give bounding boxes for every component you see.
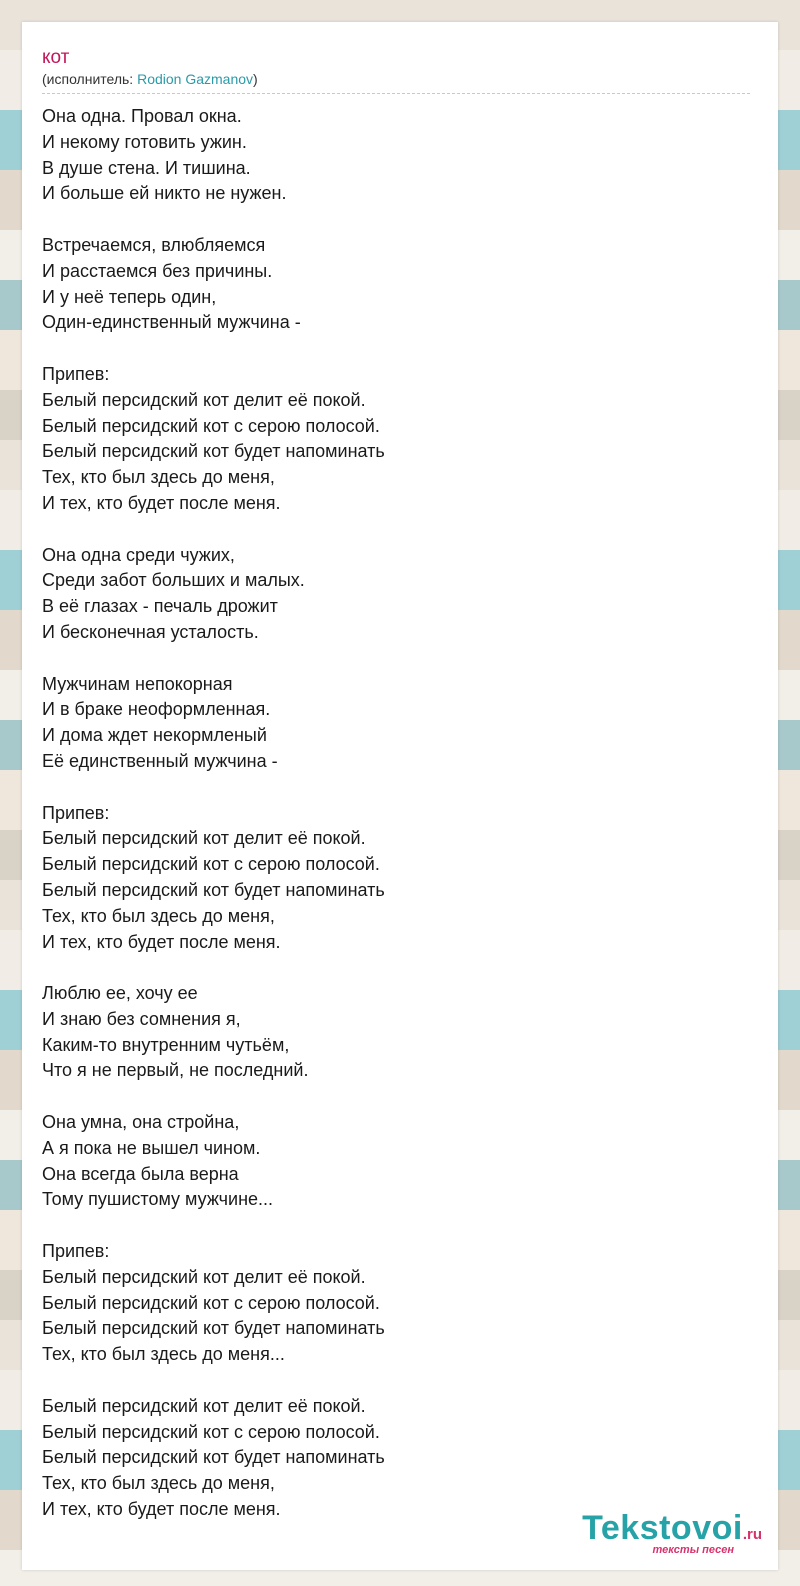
song-title: кот — [42, 47, 70, 68]
logo-tld: .ru — [742, 1526, 762, 1543]
byline-suffix: ) — [253, 71, 258, 87]
byline-prefix: (исполнитель: — [42, 71, 138, 87]
site-logo — [582, 1511, 762, 1556]
song-header — [42, 46, 750, 94]
logo-subtitle: тексты песен — [652, 1544, 734, 1556]
lyrics-text: Она одна. Провал окна. И некому готовить ужин. В душе стена. И тишина. И больше ей никто не нужен. Встречаемся, влюбляемся И расстаемся без причины. И у неё теперь один, Один-единственный мужчина - Припев: Белый персидский кот делит её покой. Белый персидский кот с серою полосой. Белый персидский кот будет напоминать Тех, кто был здесь до меня, И тех, кто будет после меня. Она одна среди чужих, Среди забот больших и малых. В её глазах - печаль дрожит И бесконечная усталость. Мужчинам непокорная И в браке неоформленная. И дома ждет некормленый Её единственный мужчина - Припев: Белый персидский кот делит её покой. Белый персидский кот с серою полосой. Белый персидский кот будет напоминать Тех, кто был здесь до меня, И тех, кто будет после меня. Люблю ее, хочу ее И знаю без сомнения я, Каким-то внутренним чутьём, Что я не первый, не последний. Она умна, она стройна, А я пока не вышел чином. Она всегда была верна Тому пушистому мужчине... Припев: Белый персидский кот делит её покой. Белый персидский кот с серою полосой. Белый персидский кот будет напоминать Тех, кто был здесь до меня... Белый персидский кот делит её покой. Белый персидский кот с серою полосой. Белый персидский кот будет напоминать Тех, кто был здесь до меня, И тех, кто будет после меня. — [42, 106, 385, 1520]
song-byline — [42, 70, 750, 89]
artist-link[interactable]: Rodion Gazmanov — [137, 71, 254, 87]
lyrics-card — [22, 22, 778, 1570]
logo-name: Tekstovoi — [582, 1509, 743, 1547]
